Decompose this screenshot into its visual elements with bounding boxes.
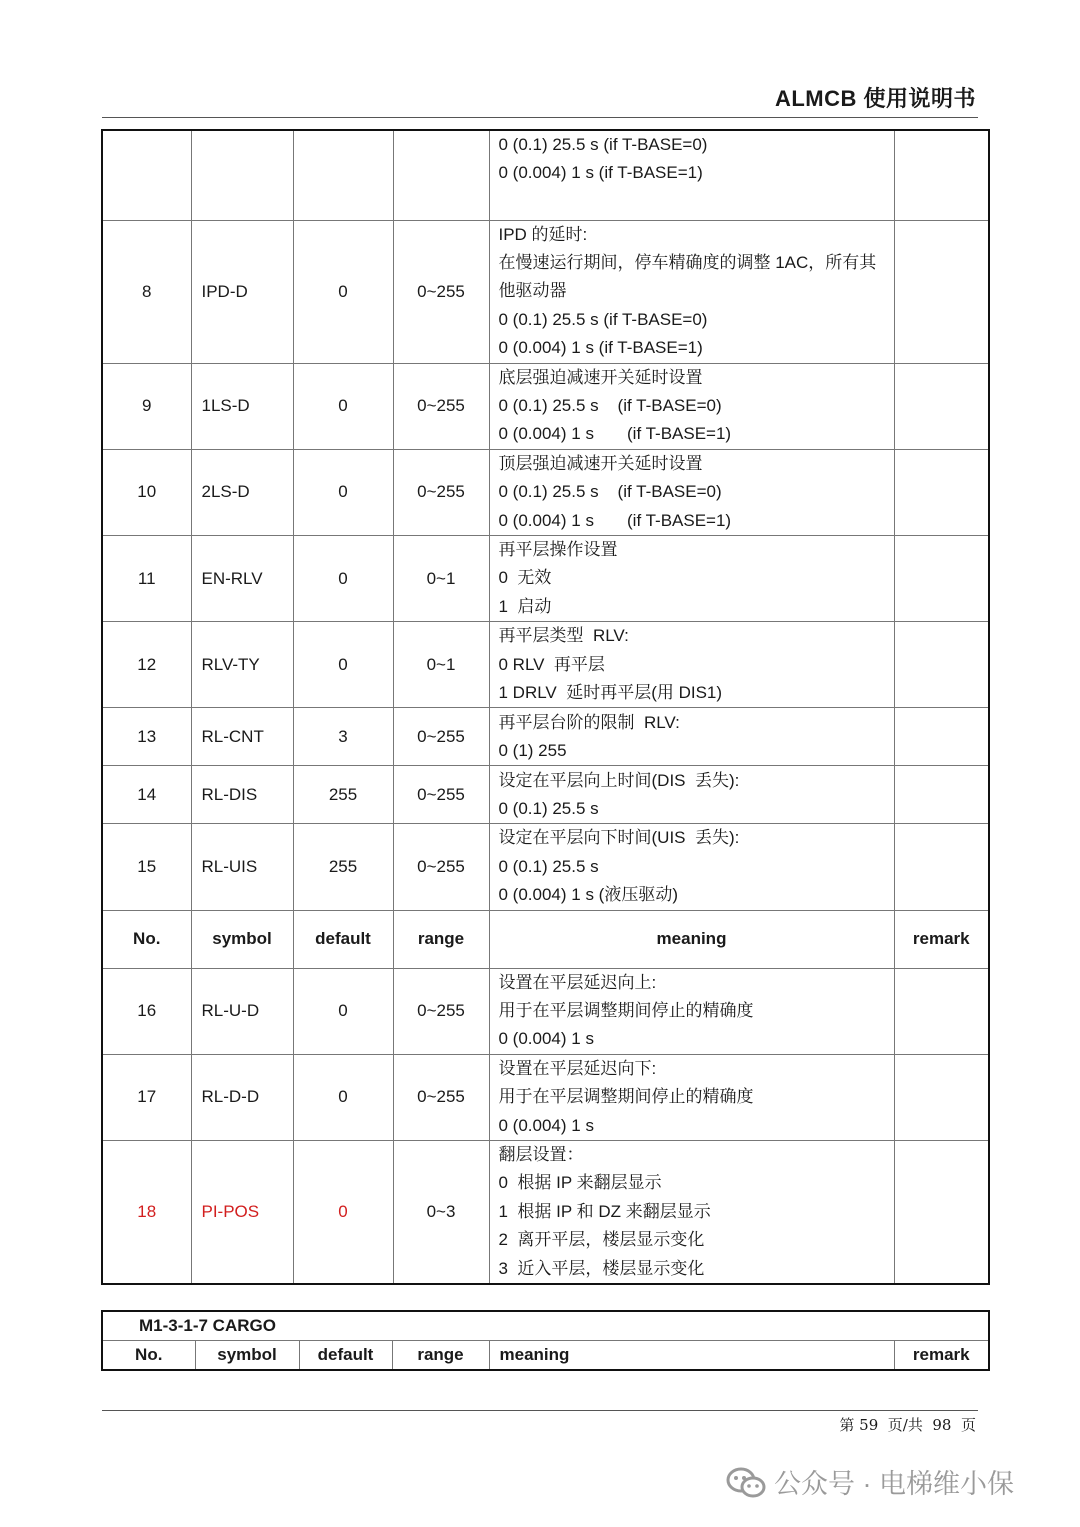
- row-range: 0~255: [393, 220, 489, 363]
- meaning-cell: [489, 1141, 894, 1285]
- footer-divider: [102, 1410, 978, 1411]
- meaning-line: 0 无效: [498, 568, 552, 588]
- row-remark: [894, 766, 989, 824]
- meaning-line: 顶层强迫减速开关延时设置: [498, 453, 703, 473]
- row-range: 0~255: [393, 363, 489, 449]
- header-no: No.: [102, 910, 191, 968]
- meaning-line: 0 (0.1) 25.5 s: [498, 856, 599, 876]
- meaning-line: 1 启动: [498, 596, 552, 616]
- header-symbol: symbol: [195, 1341, 299, 1371]
- meaning-line: 用于在平层调整期间停止的精确度: [498, 1001, 754, 1021]
- row-default: 0: [293, 1054, 393, 1140]
- row-no: 11: [102, 535, 191, 621]
- meaning-line: 0 (0.004) 1 s: [498, 1029, 594, 1049]
- row-remark: [894, 449, 989, 535]
- meaning-line: IPD 的延时:: [498, 224, 588, 244]
- row-default: 0: [293, 968, 393, 1054]
- meaning-line: 用于在平层调整期间停止的精确度: [498, 1087, 754, 1107]
- header-remark: remark: [894, 910, 989, 968]
- row-default: 0: [293, 220, 393, 363]
- table-row: [102, 708, 989, 766]
- header-divider: [102, 117, 978, 118]
- meaning-line: 0 (0.1) 25.5 s (if T-BASE=0): [498, 135, 708, 154]
- meaning-cell: [489, 824, 894, 910]
- row-default: 0: [293, 1141, 393, 1285]
- meaning-line: 0 (0.004) 1 s (if T-BASE=1): [498, 163, 703, 183]
- row-no: 14: [102, 766, 191, 824]
- table-row: [102, 968, 989, 1054]
- meaning-line: 0 (0.004) 1 s: [498, 1115, 594, 1135]
- parameter-table: [101, 129, 990, 1285]
- table-row: [102, 766, 989, 824]
- header-default: default: [293, 910, 393, 968]
- meaning-line: 翻层设置：: [498, 1145, 584, 1165]
- table-row: [102, 824, 989, 910]
- row-default: 255: [293, 766, 393, 824]
- meaning-line: 设置在平层延迟向上:: [498, 972, 657, 992]
- row-symbol: RL-D-D: [191, 1054, 293, 1140]
- cargo-title-row: [102, 1311, 989, 1341]
- row-remark: [894, 622, 989, 708]
- cargo-table: [101, 1310, 990, 1371]
- table-row: [102, 1054, 989, 1140]
- row-remark: [894, 968, 989, 1054]
- meaning-cell: [489, 622, 894, 708]
- row-remark: [894, 363, 989, 449]
- row-range: 0~255: [393, 449, 489, 535]
- row-range: 0~255: [393, 1054, 489, 1140]
- meaning-cell: [489, 363, 894, 449]
- row-symbol: RLV-TY: [191, 622, 293, 708]
- document-title: ALMCB 使用说明书: [774, 86, 976, 111]
- meaning-line: 设置在平层延迟向下:: [498, 1058, 657, 1078]
- table-row: [102, 130, 989, 220]
- page-number: 第 59 页/共 98 页: [839, 1416, 976, 1434]
- meaning-cell: [489, 449, 894, 535]
- row-range: 0~255: [393, 708, 489, 766]
- meaning-line: 3 近入平层，楼层显示变化: [498, 1258, 705, 1278]
- header-meaning: meaning: [489, 910, 894, 968]
- row-no: 18: [102, 1141, 191, 1285]
- meaning-line: 0 (0.1) 25.5 s (if T-BASE=0): [498, 482, 722, 502]
- watermark-text: 公众号 · 电梯维小保: [774, 1469, 1014, 1499]
- row-symbol: IPD-D: [191, 220, 293, 363]
- meaning-cell: [489, 535, 894, 621]
- table-row: [102, 1141, 989, 1285]
- meaning-line: 0 (0.1) 25.5 s (if T-BASE=0): [498, 309, 708, 329]
- meaning-cell: [489, 1054, 894, 1140]
- row-no: 15: [102, 824, 191, 910]
- meaning-line: 0 (0.004) 1 s (if T-BASE=1): [498, 510, 732, 530]
- row-range: 0~1: [393, 535, 489, 621]
- cargo-section-title: M1-3-1-7 CARGO: [102, 1311, 989, 1341]
- header-meaning: meaning: [489, 1341, 894, 1371]
- row-remark: [894, 824, 989, 910]
- row-no: 10: [102, 449, 191, 535]
- table-row: [102, 535, 989, 621]
- table-row: [102, 622, 989, 708]
- meaning-line: 1 根据 IP 和 DZ 来翻层显示: [498, 1201, 711, 1221]
- cargo-header-row: [102, 1341, 989, 1371]
- row-symbol: 2LS-D: [191, 449, 293, 535]
- row-no: 12: [102, 622, 191, 708]
- meaning-line: 2 离开平层，楼层显示变化: [498, 1230, 705, 1250]
- row-symbol: EN-RLV: [191, 535, 293, 621]
- meaning-line: 再平层操作设置: [498, 539, 618, 559]
- header-range: range: [392, 1341, 489, 1371]
- meaning-cell: [489, 220, 894, 363]
- row-range: 0~255: [393, 968, 489, 1054]
- meaning-cell: [489, 708, 894, 766]
- row-range: 0~255: [393, 824, 489, 910]
- meaning-line: 在慢速运行期间，停车精确度的调整 1AC，所有其他驱动器: [498, 252, 877, 301]
- table-row: [102, 449, 989, 535]
- meaning-line: 0 (0.004) 1 s (液压驱动): [498, 885, 678, 905]
- meaning-cell: [489, 766, 894, 824]
- row-symbol: RL-DIS: [191, 766, 293, 824]
- header-no: No.: [102, 1341, 195, 1371]
- header-symbol: symbol: [191, 910, 293, 968]
- meaning-line: 0 (0.004) 1 s (if T-BASE=1): [498, 338, 703, 358]
- meaning-line: 0 (0.004) 1 s (if T-BASE=1): [498, 424, 732, 444]
- row-no: 13: [102, 708, 191, 766]
- table-header-row: [102, 910, 989, 968]
- header-default: default: [299, 1341, 392, 1371]
- row-no: 16: [102, 968, 191, 1054]
- row-default: 0: [293, 449, 393, 535]
- row-range: 0~1: [393, 622, 489, 708]
- meaning-line: 0 (0.1) 25.5 s (if T-BASE=0): [498, 395, 722, 415]
- row-symbol: RL-UIS: [191, 824, 293, 910]
- meaning-line: 0 根据 IP 来翻层显示: [498, 1173, 662, 1193]
- meaning-line: 再平层台阶的限制 RLV:: [498, 712, 680, 732]
- meaning-cell: [489, 130, 894, 220]
- row-no: 17: [102, 1054, 191, 1140]
- row-remark: [894, 1141, 989, 1285]
- row-symbol: RL-U-D: [191, 968, 293, 1054]
- row-symbol: PI-POS: [191, 1141, 293, 1285]
- header-range: range: [393, 910, 489, 968]
- watermark: [726, 1462, 1014, 1501]
- row-default: 3: [293, 708, 393, 766]
- meaning-line: 设定在平层向下时间(UIS 丢失):: [498, 828, 740, 848]
- row-default: 255: [293, 824, 393, 910]
- meaning-line: 设定在平层向上时间(DIS 丢失):: [498, 770, 740, 790]
- meaning-line: 0 (0.1) 25.5 s: [498, 798, 599, 818]
- row-remark: [894, 535, 989, 621]
- meaning-cell: [489, 968, 894, 1054]
- header-remark: remark: [894, 1341, 989, 1371]
- table-row: [102, 363, 989, 449]
- meaning-line: 0 (1) 255: [498, 740, 567, 760]
- wechat-icon: [726, 1467, 766, 1497]
- row-remark: [894, 220, 989, 363]
- row-range: 0~3: [393, 1141, 489, 1285]
- row-no: 9: [102, 363, 191, 449]
- meaning-line: 再平层类型 RLV:: [498, 626, 629, 646]
- meaning-line: 底层强迫减速开关延时设置: [498, 367, 703, 387]
- row-no: 8: [102, 220, 191, 363]
- row-remark: [894, 1054, 989, 1140]
- row-symbol: 1LS-D: [191, 363, 293, 449]
- row-default: 0: [293, 535, 393, 621]
- table-row: [102, 220, 989, 363]
- row-default: 0: [293, 622, 393, 708]
- meaning-line: 0 RLV 再平层: [498, 654, 605, 674]
- row-symbol: RL-CNT: [191, 708, 293, 766]
- row-range: 0~255: [393, 766, 489, 824]
- row-remark: [894, 708, 989, 766]
- row-default: 0: [293, 363, 393, 449]
- meaning-line: 1 DRLV 延时再平层(用 DIS1): [498, 683, 723, 702]
